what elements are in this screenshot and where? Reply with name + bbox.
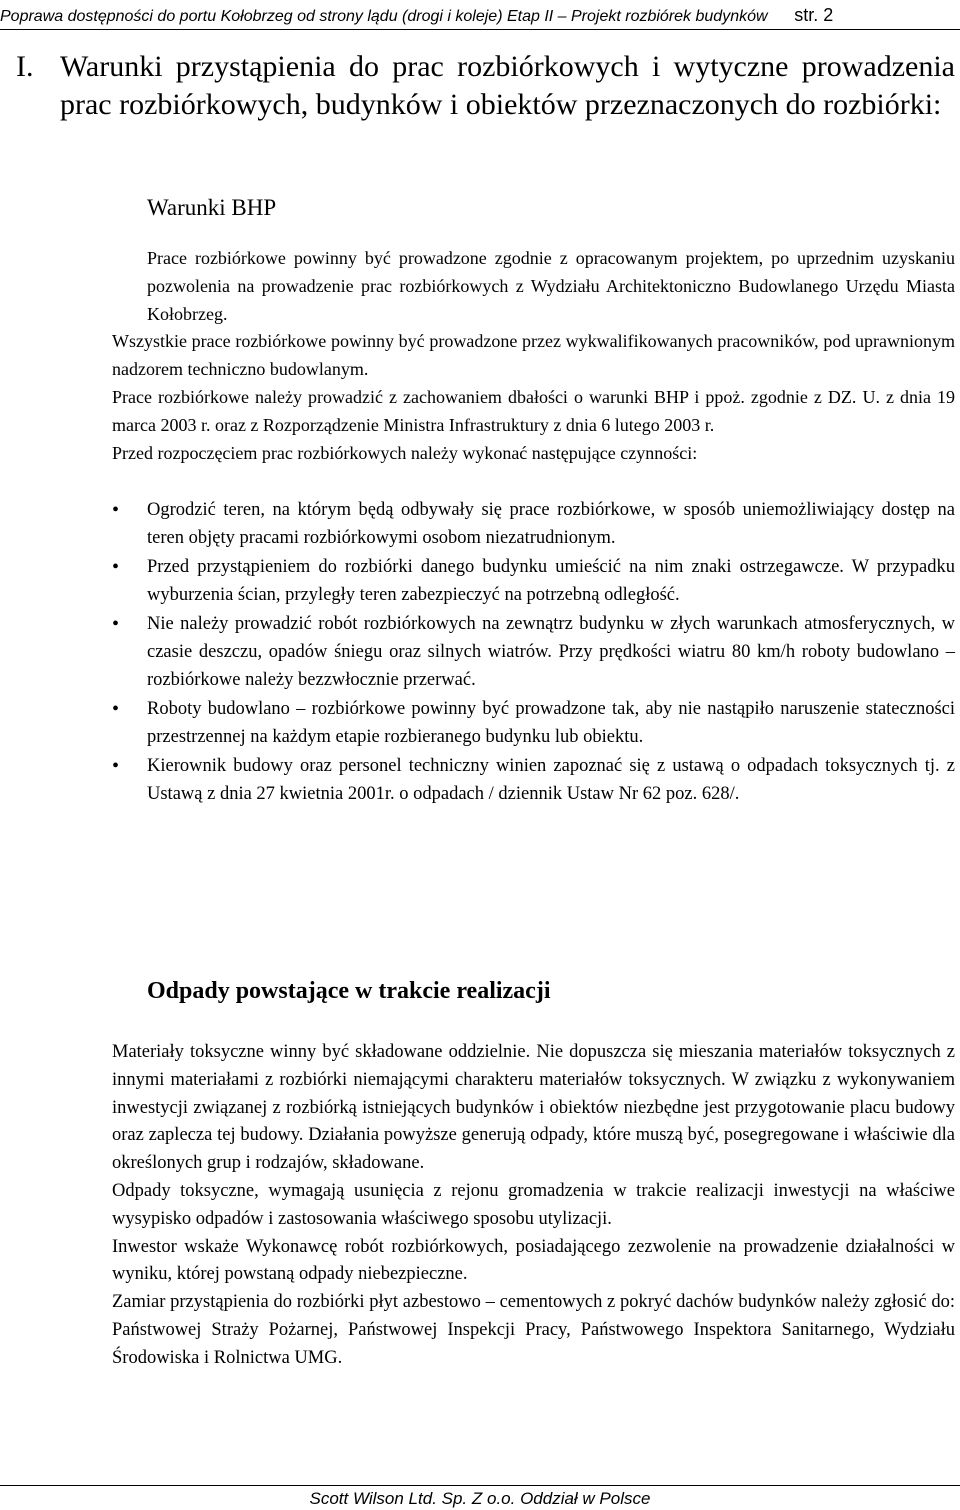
paragraph: Wszystkie prace rozbiórkowe powinny być prowadzone przez wykwalifikowanych pracowników, pod uprawnionym nadzorem techniczno budowlanym. [112,331,955,380]
paragraph: Materiały toksyczne winny być składowane oddzielnie. Nie dopuszcza się mieszania materiałów toksycznych z innymi materiałami z rozbiórki niemającymi charakteru materiałów toksycznych. W związku z wykonywaniem inwestycji związanej z rozbiórką istniejących budynków i obiektów niezbędne jest przygotowanie placu budowy oraz zaplecza tej budowy. Działania powyższe generują odpady, które muszą być, posegregowane i właściwie dla określonych grup i rodzajów, składowane. [112,1042,955,1174]
bhp-bullet-list [112,496,955,809]
section-title: Warunki przystąpienia do prac rozbiórkowych i wytyczne prowadzenia prac rozbiórkowych, budynków i obiektów przeznaczonych do rozbiórki: [60,50,955,121]
list-item-text: Roboty budowlano – rozbiórkowe powinny być prowadzone tak, aby nie nastąpiło naruszenie stateczności przestrzennej na każdym etapie rozbieranego budynku lub obiektu. [147,699,955,747]
list-item [112,695,955,751]
list-item-text: Nie należy prowadzić robót rozbiórkowych na zewnątrz budynku w złych warunkach atmosferycznych, w czasie deszczu, opadów śniegu oraz silnych wiatrów. Przy prędkości wiatru 80 km/h roboty budowlano – rozbiórkowe należy bezzwłocznie przerwać. [147,614,955,690]
list-item-text: Ogrodzić teren, na którym będą odbywały się prace rozbiórkowe, w sposób uniemożliwiający dostęp na teren objęty pracami rozbiórkowymi osobom niezatrudnionym. [147,500,955,548]
bullet-icon: • [112,499,120,521]
list-item [112,553,955,609]
list-item-text: Kierownik budowy oraz personel techniczny winien zapoznać się z ustawą o odpadach toksycznych tj. z Ustawą z dnia 27 kwietnia 2001r. o odpadach / dziennik Ustaw Nr 62 poz. 628/. [147,756,955,804]
list-item [112,496,955,552]
list-item [112,610,955,694]
odpady-paragraphs [112,1039,955,1373]
footer-rule [0,1485,960,1486]
paragraph: Prace rozbiórkowe należy prowadzić z zachowaniem dbałości o warunki BHP i ppoż. zgodnie z DZ. U. z dnia 19 marca 2003 r. oraz z Rozporządzenie Ministra Infrastruktury z dnia 6 lutego 2003 r. [112,386,955,435]
odpady-heading: Odpady powstające w trakcie realizacji [147,978,551,1004]
paragraph: Prace rozbiórkowe powinny być prowadzone zgodnie z opracowanym projektem, po uprzednim uzyskaniu pozwolenia na prowadzenie prac rozbiórkowych z Wydziału Architektoniczno Budowlanego Urzędu Miasta Kołobrzeg. [147,248,955,324]
list-item [112,752,955,808]
header-page-number: str. 2 [794,5,834,25]
bhp-paragraphs [112,245,955,467]
section-heading [0,48,955,124]
paragraph: Zamiar przystąpienia do rozbiórki płyt azbestowo – cementowych z pokryć dachów budynków należy zgłosić do: Państwowej Straży Pożarnej, Państwowej Inspekcji Pracy, Państwowego Inspektora Sanitarnego, Wydziału Środowiska i Rolnictwa UMG. [112,1292,955,1368]
bullet-icon: • [112,556,120,578]
bullet-icon: • [112,755,120,777]
header-title: Poprawa dostępności do portu Kołobrzeg od strony lądu (drogi i koleje) Etap II – Projekt rozbiórek budynków [0,8,768,25]
bullet-icon: • [112,613,120,635]
section-number: I. [16,50,34,83]
paragraph: Odpady toksyczne, wymagają usunięcia z rejonu gromadzenia w trakcie realizacji inwestycji na właściwe wysypisko odpadów i zastosowania właściwego sposobu utylizacji. [112,1180,955,1229]
footer-text: Scott Wilson Ltd. Sp. Z o.o. Oddział w Polsce [309,1489,651,1508]
header-rule [0,29,960,30]
paragraph: Przed rozpoczęciem prac rozbiórkowych należy wykonać następujące czynności: [112,442,698,463]
bhp-heading: Warunki BHP [147,195,277,220]
paragraph: Inwestor wskaże Wykonawcę robót rozbiórkowych, posiadającego zezwolenie na prowadzenie działalności w wyniku, której powstaną odpady niebezpieczne. [112,1236,955,1285]
running-header [0,3,960,27]
bullet-icon: • [112,698,120,720]
list-item-text: Przed przystąpieniem do rozbiórki danego budynku umieścić na nim znaki ostrzegawcze. W przypadku wyburzenia ścian, przyległy teren zabezpieczyć na potrzebną odległość. [147,557,955,605]
